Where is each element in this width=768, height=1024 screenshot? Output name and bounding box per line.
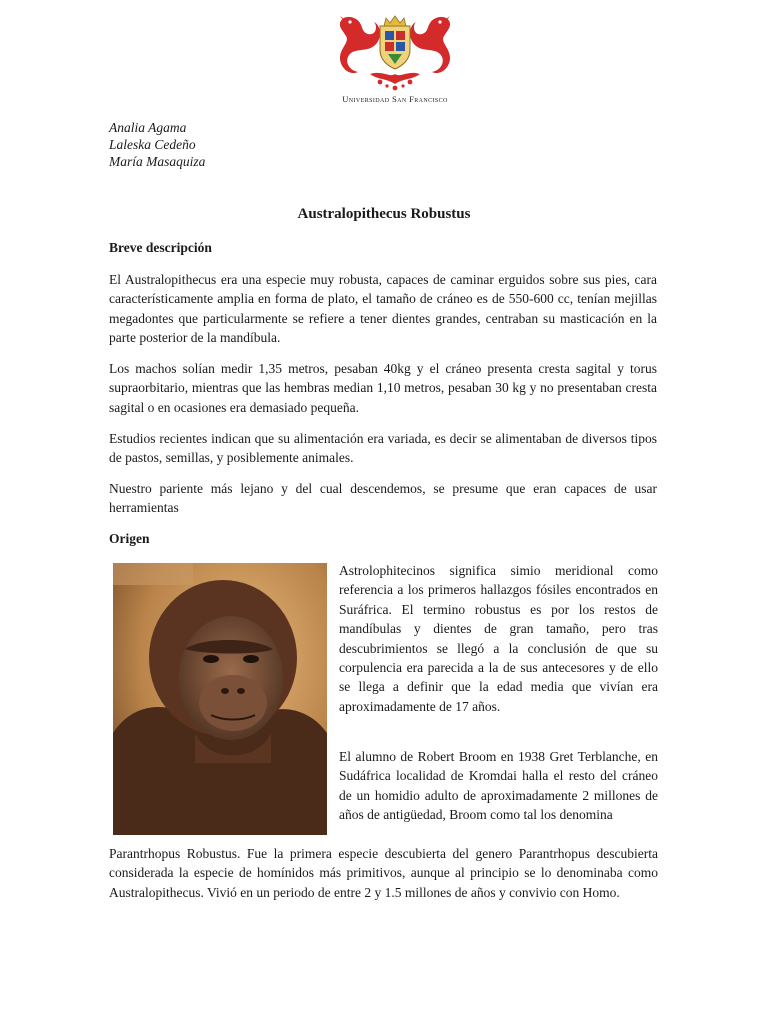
section-heading-descripcion: Breve descripción (109, 240, 212, 255)
paragraph: Nuestro pariente más lejano y del cual descendemos, se presume que eran capaces de usar herramientas (109, 481, 657, 516)
section-heading-origen: Origen (109, 531, 150, 546)
australopithecus-photo (113, 563, 327, 835)
paragraph: El alumno de Robert Broom en 1938 Gret Terblanche, en Sudáfrica localidad de Kromdai halla el resto del cráneo de un homidio adulto de aproximadamente 2 millones de años de antigüedad, Broom como tal los denomina (339, 749, 658, 823)
paragraph: Astrolophitecinos significa simio meridional como referencia a los primeros hallazgos fósiles encontrados en Suráfrica. El termino robustus es por los restos de mandíbulas y dientes de gran tamaño, pero tras descubrimientos se llegó a la conclusión de que su corpulencia era parecida a la de sus antecesores y de ello se llega a definir que la edad media que vivían era aproximadamente de 17 años. (339, 563, 658, 714)
author-list (109, 119, 205, 170)
author-name: Analia Agama (109, 120, 187, 135)
university-crest-icon (330, 12, 460, 94)
paragraph: Parantrhopus Robustus. Fue la primera especie descubierta del genero Parantrhopus descubierta considerada la especie de homínidos más primitivos, aunque al principio se lo denominaba como Australopithecus. Vivió en un periodo de entre 2 y 1.5 millones de años y convivio con Homo. (109, 846, 658, 900)
document-title: Australopithecus Robustus (297, 206, 471, 222)
author-name: Laleska Cedeño (109, 137, 196, 152)
university-logo (330, 12, 460, 108)
university-name: Universidad San Francisco (342, 94, 448, 104)
paragraph: Estudios recientes indican que su alimentación era variada, es decir se alimentaban de diversos tipos de pastos, semillas, y posiblemente animales. (109, 431, 657, 466)
australopithecus-image-icon (113, 563, 327, 835)
paragraph: El Australopithecus era una especie muy robusta, capaces de caminar erguidos sobre sus pies, cara característicamente amplia en forma de plato, el tamaño de cráneo es de 550-600 cc, tenían mejillas megadontes que particularmente se refiere a tener dientes grandes, centraban su masticación en la parte posterior de la mandíbula. (109, 272, 657, 346)
author-name: María Masaquiza (109, 154, 206, 169)
paragraph: Los machos solían medir 1,35 metros, pesaban 40kg y el cráneo presenta cresta sagital y torus supraorbitario, mientras que las hembras median 1,10 metros, pesaban 30 kg y no presentaban cresta sagital o en ocasiones era demasiado pequeña. (109, 361, 657, 415)
